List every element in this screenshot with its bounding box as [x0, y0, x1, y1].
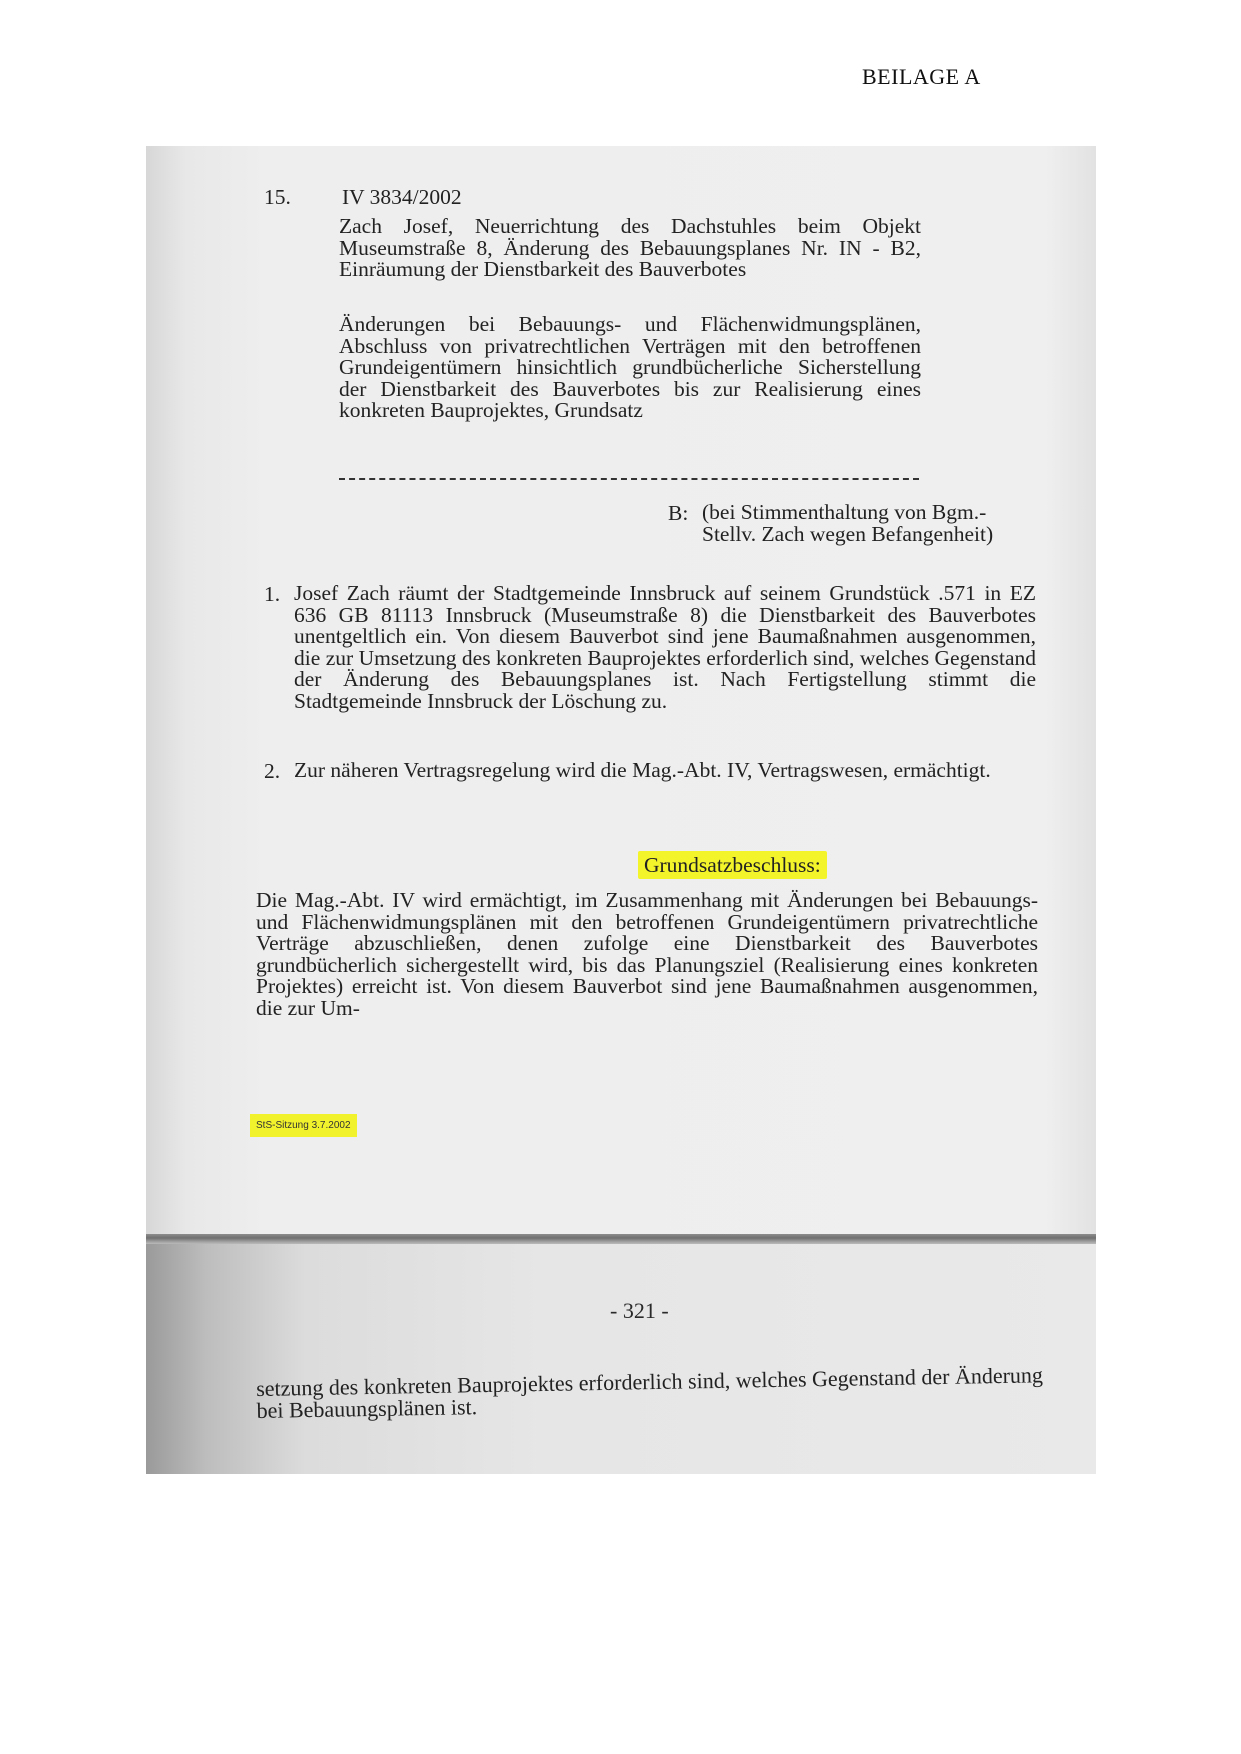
item-reference: IV 3834/2002	[342, 185, 462, 209]
scan-upper-section	[146, 146, 1096, 1234]
point-2-text: Zur näheren Vertragsregelung wird die Mag.-Abt. IV, Vertragswesen, ermächtigt.	[294, 758, 991, 782]
principle-text: Die Mag.-Abt. IV wird ermächtigt, im Zusammenhang mit Änderungen bei Bebauungs- und Flächenwidmungsplänen mit den betroffenen Grundeigentümern privatrechtliche Verträge abzuschließen, denen zufolge eine Dienstbarkeit des Bauverbotes grundbücherlich sichergestellt wird, bis das Planungsziel (Realisierung eines konkreten Projektes) erreicht ist. Von diesem Bauverbot sind jene Baumaßnahmen ausgenommen, die zur Um-	[256, 888, 1038, 1020]
session-stamp: StS-Sitzung 3.7.2002	[250, 1114, 357, 1137]
point-2-number: 2.	[264, 759, 281, 783]
decision-note: (bei Stimmenthaltung von Bgm.-Stellv. Zach wegen Befangenheit)	[702, 500, 994, 546]
separator-line	[339, 478, 919, 480]
item-subject: Änderungen bei Bebauungs- und Flächenwidmungsplänen, Abschluss von privatrechtlichen Verträgen mit den betroffenen Grundeigentümern hinsichtlich grundbücherliche Sicherstellung der Dienstbarkeit des Bauverbotes bis zur Realisierung eines konkreten Bauprojektes, Grundsatz	[339, 312, 921, 422]
scan-lower-section	[146, 1244, 1096, 1474]
point-1-text: Josef Zach räumt der Stadtgemeinde Innsbruck auf seinem Grundstück .571 in EZ 636 GB 81113 Innsbruck (Museumstraße 8) die Dienstbarkeit des Bauverbotes unentgeltlich ein. Von diesem Bauverbot sind jene Baumaßnahmen ausgenommen, die zur Umsetzung des konkreten Bauprojektes erforderlich sind, welches Gegenstand der Änderung des Bebauungsplanes ist. Nach Fertigstellung stimmt die Stadtgemeinde Innsbruck der Löschung zu.	[294, 581, 1036, 713]
item-title: Zach Josef, Neuerrichtung des Dachstuhles beim Objekt Museumstraße 8, Änderung des Bebauungsplanes Nr. IN - B2, Einräumung der Dienstbarkeit des Bauverbotes	[339, 214, 921, 281]
point-1-number: 1.	[264, 582, 281, 606]
continuation-text: setzung des konkreten Bauprojektes erforderlich sind, welches Gegenstand der Änderung bei Bebauungsplänen ist.	[255, 1362, 1044, 1423]
decision-label: B:	[668, 501, 689, 525]
attachment-label: BEILAGE A	[862, 64, 981, 89]
scanned-page	[146, 146, 1096, 1474]
page-number: - 321 -	[610, 1298, 669, 1323]
principle-heading	[638, 854, 827, 876]
highlighted-heading: Grundsatzbeschluss:	[638, 851, 827, 879]
item-number: 15.	[264, 185, 291, 209]
